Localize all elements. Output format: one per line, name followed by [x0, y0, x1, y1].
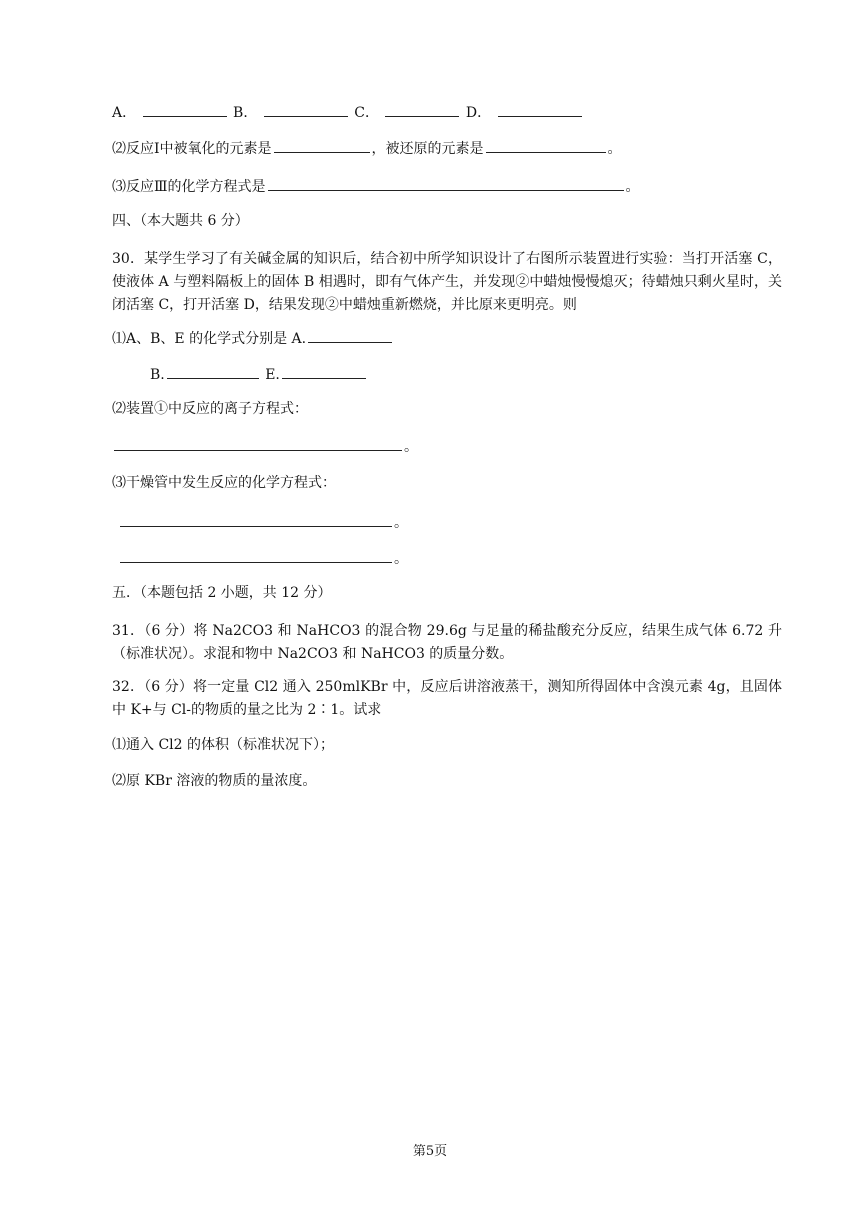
- q29-sub2-mid: ，被还原的元素是: [371, 141, 484, 157]
- q29-option-c-blank[interactable]: [385, 102, 459, 117]
- q30-sub1-label: ⑴A、B、E 的化学式分别是 A.: [112, 331, 307, 347]
- q29-sub2-label: ⑵反应Ⅰ中被氧化的元素是: [112, 141, 272, 157]
- q32-text: 32．（6 分）将一定量 Cl2 通入 250mlKBr 中，反应后讲溶液蒸干，测知所得固体中含溴元素 4g，且固体中 K+与 Cl-的物质的量之比为 2∶1。试求: [112, 679, 782, 718]
- q31-text: 31．（6 分）将 Na2CO3 和 NaHCO3 的混合物 29.6g 与足量的稀盐酸充分反应，结果生成气体 6.72 升（标准状况）。求混和物中 Na2CO3 和 NaHCO3 的质量分数。: [112, 623, 782, 662]
- q29-oxidized-blank[interactable]: [274, 138, 370, 153]
- q29-equation-blank[interactable]: [268, 176, 624, 191]
- q30-dryer-equation-blank-2[interactable]: [120, 548, 392, 563]
- q29-sub3-label: ⑶反应Ⅲ的化学方程式是: [112, 179, 266, 195]
- q30-sub3-end2: 。: [394, 551, 408, 567]
- q32-sub1: ⑴通入 Cl2 的体积（标准状况下）；: [112, 737, 334, 753]
- q30-dryer-equation-blank-1[interactable]: [120, 512, 392, 527]
- q30-sub1-b-label: B.: [150, 367, 165, 383]
- q30-ionic-equation-blank[interactable]: [114, 436, 402, 451]
- q29-options-line: [112, 102, 584, 122]
- q30-stem: [82, 248, 782, 317]
- q30-b-blank[interactable]: [167, 364, 259, 379]
- q29-sub3-end: 。: [625, 179, 640, 195]
- q30-e-blank[interactable]: [282, 364, 366, 379]
- q30-sub2-answer-line: [112, 436, 418, 456]
- q29-option-d-blank[interactable]: [498, 102, 582, 117]
- q31: [82, 620, 782, 666]
- q30-a-blank[interactable]: [308, 328, 392, 343]
- q30-stem-text: 30．某学生学习了有关碱金属的知识后，结合初中所学知识设计了右图所示装置进行实验：当打开活塞 C，使液体 A 与塑料隔板上的固体 B 相遇时，即有气体产生，并发现②中蜡烛慢慢熄灭；待蜡烛只剩火星时，关闭活塞 C，打开活塞 D，结果发现②中蜡烛重新燃烧，并比原来更明亮。则: [112, 251, 782, 313]
- q30-sub2-end: 。: [404, 439, 418, 455]
- section5-heading: 五．（本题包括 2 小题，共 12 分）: [112, 585, 332, 601]
- q29-option-a-label: A．: [112, 105, 137, 121]
- q32-sub2: ⑵原 KBr 溶液的物质的量浓度。: [112, 773, 317, 789]
- q30-sub3-answer-line1: [118, 512, 408, 532]
- q30-sub2-label: ⑵装置①中反应的离子方程式：: [112, 401, 308, 417]
- q32: [82, 676, 782, 722]
- q29-option-b-blank[interactable]: [264, 102, 348, 117]
- q29-option-a-blank[interactable]: [143, 102, 227, 117]
- q29-option-b-label: B．: [233, 105, 258, 121]
- q30-sub1-line2: [150, 364, 368, 384]
- page-number: 第5页: [412, 1144, 448, 1159]
- q29-sub3-line: [112, 176, 640, 196]
- q30-sub3-answer-line2: [118, 548, 408, 568]
- q29-option-c-label: C．: [354, 105, 379, 121]
- q29-sub2-line: [112, 138, 622, 158]
- q30-sub3-label: ⑶干燥管中发生反应的化学方程式：: [112, 475, 336, 491]
- q29-option-d-label: D．: [465, 105, 492, 121]
- q29-reduced-blank[interactable]: [486, 138, 606, 153]
- q30-sub3-end1: 。: [394, 515, 408, 531]
- q30-sub1-line: [112, 328, 394, 348]
- section4-heading: 四、（本大题共 6 分）: [112, 213, 249, 229]
- q30-sub1-e-label: E.: [265, 367, 280, 383]
- q29-sub2-end: 。: [607, 141, 622, 157]
